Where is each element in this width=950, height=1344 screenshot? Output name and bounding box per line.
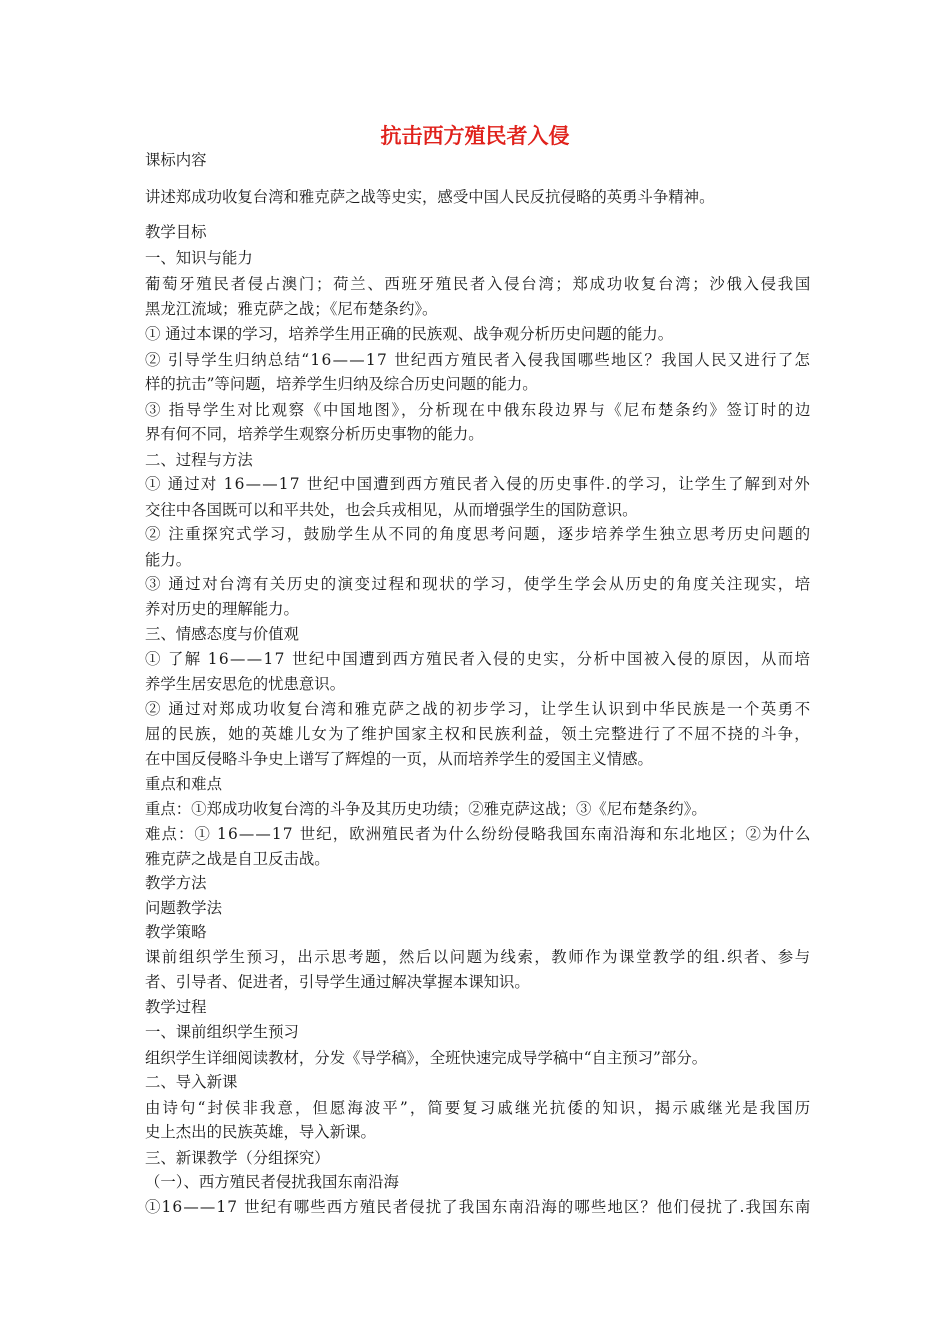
text-line: （一）、西方殖民者侵扰我国东南沿海	[145, 1173, 399, 1191]
text-line: 雅克萨之战是自卫反击战。	[145, 850, 330, 868]
text-line: 由诗句“封侯非我意，但愿海波平”，简要复习戚继光抗倭的知识，揭示戚继光是我国历	[145, 1099, 813, 1117]
text-line: 史上杰出的民族英雄，导入新课。	[145, 1123, 376, 1141]
text-line: 一、课前组织学生预习	[145, 1023, 299, 1041]
text-line: 交往中各国既可以和平共处，也会兵戎相见，从而增强学生的国防意识。	[145, 501, 638, 519]
text-line: 屈的民族，她的英雄儿女为了维护国家主权和民族利益，领土完整进行了不屈不挠的斗争，	[145, 725, 811, 743]
text-line: ② 引导学生归纳总结“16——17 世纪西方殖民者入侵我国哪些地区？我国人民又进行了怎	[145, 351, 812, 369]
text-line: 养学生居安思危的忧患意识。	[145, 675, 346, 693]
text-line: ② 通过对郑成功收复台湾和雅克萨之战的初步学习，让学生认识到中华民族是一个英勇不	[145, 700, 812, 718]
text-line: 课前组织学生预习，出示思考题，然后以问题为线索，教师作为课堂教学的组.织者、参与	[145, 948, 812, 966]
text-line: 难点：① 16——17 世纪，欧洲殖民者为什么纷纷侵略我国东南沿海和东北地区；②为什么	[145, 825, 812, 843]
text-line: 课标内容	[145, 151, 207, 169]
text-line: 教学策略	[145, 923, 207, 941]
text-line: 教学目标	[145, 223, 207, 241]
text-line: ①16——17 世纪有哪些西方殖民者侵扰了我国东南沿海的哪些地区？他们侵扰了.我国东南	[145, 1198, 812, 1216]
text-line: ② 注重探究式学习，鼓励学生从不同的角度思考问题，逐步培养学生独立思考历史问题的	[145, 525, 812, 543]
text-line: 问题教学法	[145, 899, 222, 917]
text-line: 三、情感态度与价值观	[145, 625, 299, 643]
text-line: 二、过程与方法	[145, 451, 253, 469]
text-line: ③ 指导学生对比观察《中国地图》，分析现在中俄东段边界与《尼布楚条约》签订时的边	[145, 401, 813, 419]
text-line: 三、新课教学（分组探究）	[145, 1149, 330, 1167]
document-title: 抗击西方殖民者入侵	[380, 124, 570, 148]
text-line: 重点和难点	[145, 775, 222, 793]
text-line: ① 通过对 16——17 世纪中国遭到西方殖民者入侵的历史事件.的学习，让学生了解到对外	[145, 475, 812, 493]
text-line: 能力。	[145, 551, 192, 569]
text-line: 教学过程	[145, 998, 207, 1016]
text-line: 一、知识与能力	[145, 249, 253, 267]
text-line: 教学方法	[145, 874, 207, 892]
text-line: 界有何不同，培养学生观察分析历史事物的能力。	[145, 425, 484, 443]
text-line: 在中国反侵略斗争史上谱写了辉煌的一页，从而培养学生的爱国主义情感。	[145, 750, 653, 768]
text-line: ① 了解 16——17 世纪中国遭到西方殖民者入侵的史实，分析中国被入侵的原因，从而培	[145, 650, 812, 668]
text-line: ① 通过本课的学习，培养学生用正确的民族观、战争观分析历史问题的能力。	[145, 325, 674, 343]
text-line: 二、导入新课	[145, 1073, 238, 1091]
text-line: 样的抗击”等问题，培养学生归纳及综合历史问题的能力。	[145, 375, 538, 393]
text-line: 养对历史的理解能力。	[145, 600, 299, 618]
text-line: ③ 通过对台湾有关历史的演变过程和现状的学习，使学生学会从历史的角度关注现实，培	[145, 575, 812, 593]
text-line: 黑龙江流域；雅克萨之战；《尼布楚条约》。	[145, 300, 438, 318]
text-line: 组织学生详细阅读教材，分发《导学稿》，全班快速完成导学稿中“自主预习”部分。	[145, 1049, 708, 1067]
text-line: 讲述郑成功收复台湾和雅克萨之战等史实，感受中国人民反抗侵略的英勇斗争精神。	[145, 188, 715, 206]
text-line: 者、引导者、促进者，引导学生通过解决掌握本课知识。	[145, 973, 530, 991]
text-line: 重点：①郑成功收复台湾的斗争及其历史功绩；②雅克萨这战；③《尼布楚条约》。	[145, 800, 707, 818]
text-line: 葡萄牙殖民者侵占澳门；荷兰、西班牙殖民者入侵台湾；郑成功收复台湾；沙俄入侵我国	[145, 275, 812, 293]
